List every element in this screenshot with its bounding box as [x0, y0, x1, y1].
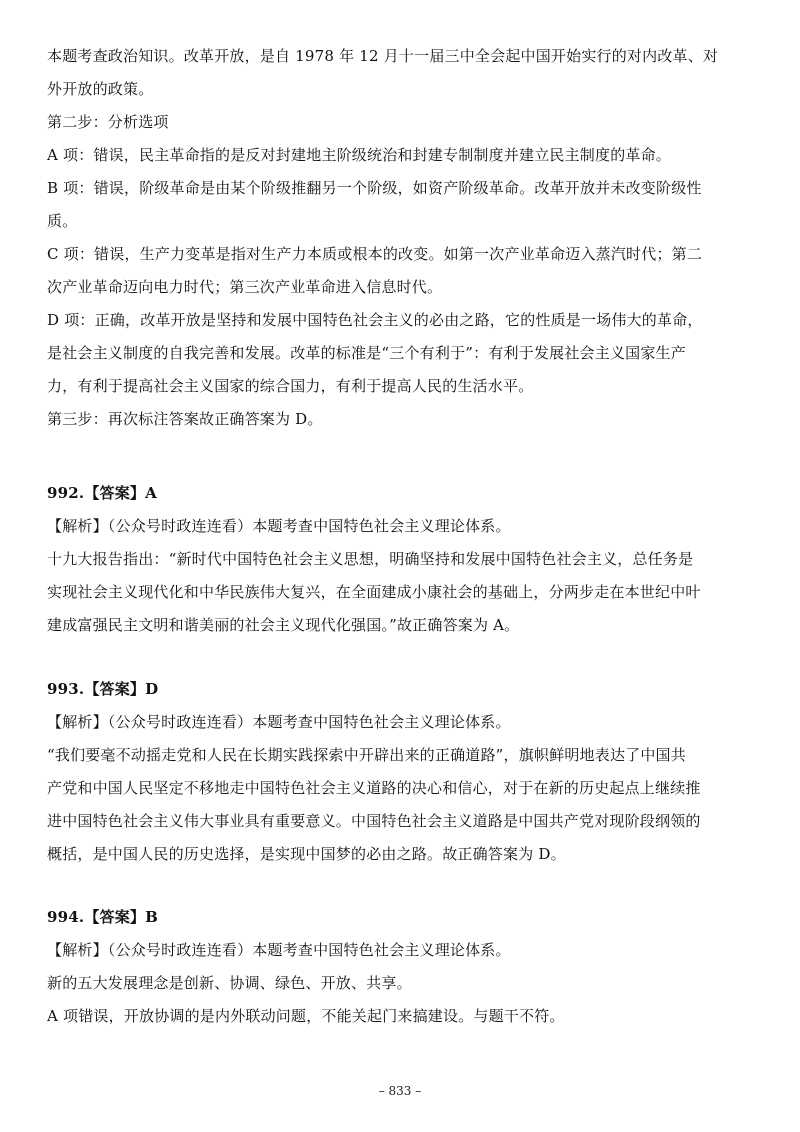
analysis-line: 【解析】（公众号时政连连看）本题考查中国特色社会主义理论体系。	[47, 941, 511, 959]
text-line: 概括，是中国人民的历史选择，是实现中国梦的必由之路。故正确答案为 D。	[47, 845, 566, 863]
option-line: D 项：正确，改革开放是坚持和发展中国特色社会主义的必由之路，它的性质是一场伟大的革命，	[47, 311, 703, 329]
step-heading: 第三步：再次标注答案故正确答案为 D。	[47, 410, 323, 428]
answer-heading: 993.【答案】D	[47, 680, 159, 698]
text-line: 新的五大发展理念是创新、协调、绿色、开放、共享。	[47, 974, 412, 992]
text-line: 质。	[47, 212, 78, 230]
analysis-block-991	[47, 40, 759, 436]
text-line: 实现社会主义现代化和中华民族伟大复兴，在全面建成小康社会的基础上，分两步走在本世纪中叶	[47, 583, 701, 601]
option-line: C 项：错误，生产力变革是指对生产力本质或根本的改变。如第一次产业革命迈入蒸汽时代；第二	[47, 245, 703, 263]
question-block-993	[47, 673, 759, 871]
text-line: 建成富强民主文明和谐美丽的社会主义现代化强国。”故正确答案为 A。	[47, 616, 520, 634]
text-line: 本题考查政治知识。改革开放，是自 1978 年 12 月十一届三中全会起中国开始实行的对内改革、对	[47, 47, 719, 65]
question-block-994	[47, 901, 759, 1033]
option-line: B 项：错误，阶级革命是由某个阶级推翻另一个阶级，如资产阶级革命。改革开放并未改变阶级性	[47, 179, 702, 197]
answer-heading: 994.【答案】B	[47, 908, 159, 926]
text-line: 进中国特色社会主义伟大事业具有重要意义。中国特色社会主义道路是中国共产党对现阶段纲领的	[47, 812, 701, 830]
text-line: 十九大报告指出：“新时代中国特色社会主义思想，明确坚持和发展中国特色社会主义，总任务是	[47, 550, 694, 568]
analysis-line: 【解析】（公众号时政连连看）本题考查中国特色社会主义理论体系。	[47, 713, 511, 731]
option-line: A 项：错误，民主革命指的是反对封建地主阶级统治和封建专制制度并建立民主制度的革命。	[47, 146, 672, 164]
text-line: 外开放的政策。	[47, 80, 154, 98]
text-line: 是社会主义制度的自我完善和发展。改革的标准是“三个有利于”：有利于发展社会主义国家生产	[47, 344, 686, 362]
answer-heading: 992.【答案】A	[47, 484, 157, 502]
text-line: 产党和中国人民坚定不移地走中国特色社会主义道路的决心和信心，对于在新的历史起点上继续推	[47, 779, 701, 797]
analysis-line: 【解析】（公众号时政连连看）本题考查中国特色社会主义理论体系。	[47, 517, 511, 535]
text-line: 次产业革命迈向电力时代；第三次产业革命进入信息时代。	[47, 278, 443, 296]
step-heading: 第二步：分析选项	[47, 113, 169, 131]
text-line: 力，有利于提高社会主义国家的综合国力，有利于提高人民的生活水平。	[47, 377, 534, 395]
page-number: – 833 –	[378, 1084, 422, 1098]
text-line: “我们要毫不动摇走党和人民在长期实践探索中开辟出来的正确道路”，旗帜鲜明地表达了中国共	[47, 746, 686, 764]
option-line: A 项错误，开放协调的是内外联动问题，不能关起门来搞建设。与题干不符。	[47, 1007, 565, 1025]
question-block-992	[47, 477, 759, 642]
